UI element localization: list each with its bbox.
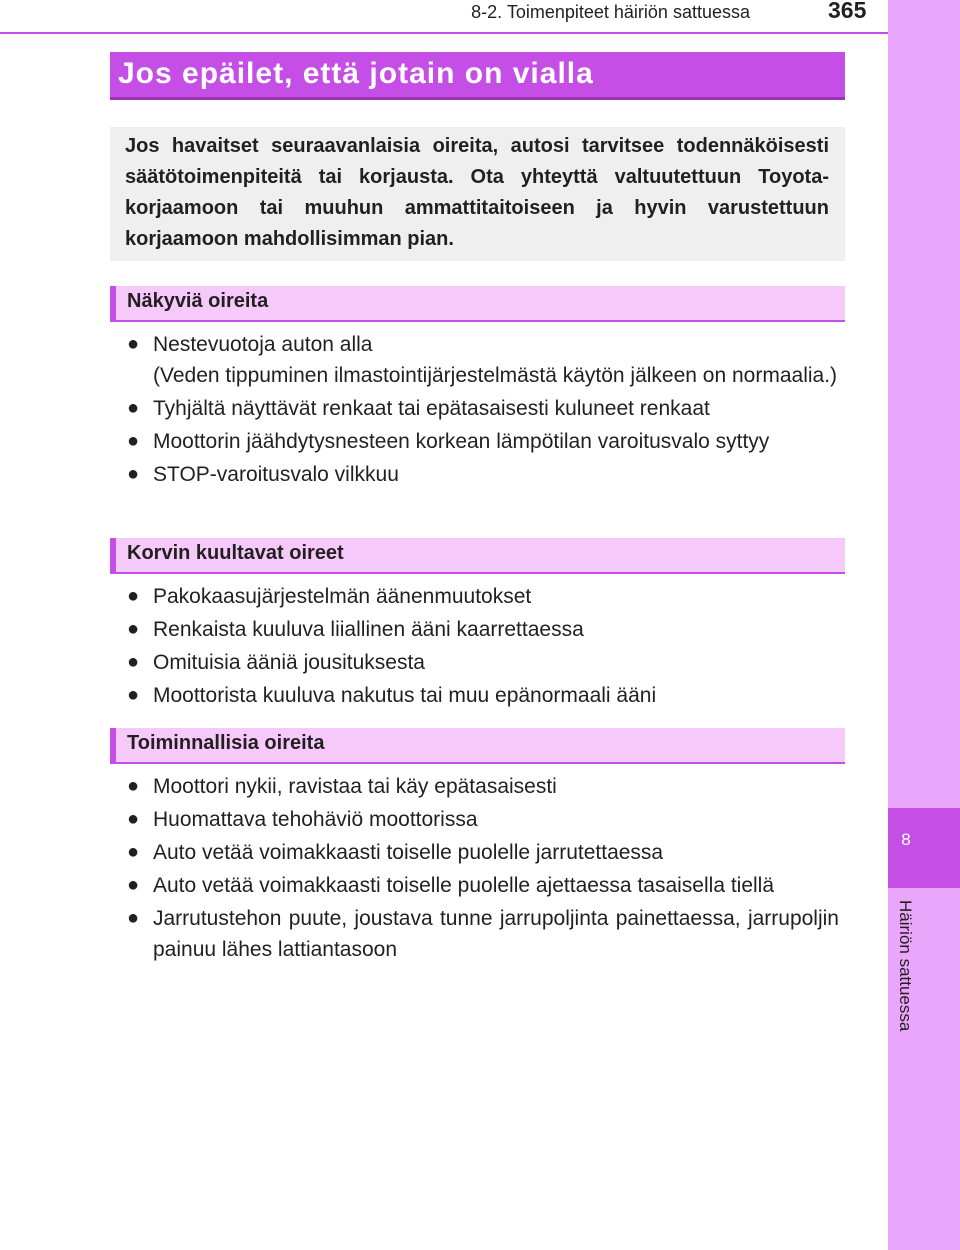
bullet-icon: ● bbox=[127, 841, 140, 863]
page-number: 365 bbox=[828, 0, 867, 23]
list-item bbox=[127, 329, 839, 391]
list-item bbox=[127, 426, 839, 457]
section-header-audible-symptoms bbox=[110, 538, 845, 574]
list-item-text: Moottorin jäähdytysnesteen korkean lämpötilan varoitusvalo syttyy bbox=[153, 430, 770, 453]
list-item bbox=[127, 870, 839, 901]
list-item-text: Moottorista kuuluva nakutus tai muu epänormaali ääni bbox=[153, 684, 657, 707]
list-item-text: Auto vetää voimakkaasti toiselle puolelle jarrutettaessa bbox=[153, 841, 664, 864]
list-item bbox=[127, 837, 839, 868]
intro-box bbox=[110, 127, 845, 261]
section-title: Korvin kuultavat oireet bbox=[127, 542, 344, 564]
bullet-icon: ● bbox=[127, 684, 140, 706]
bullet-icon: ● bbox=[127, 618, 140, 640]
bullet-list-functional-symptoms bbox=[127, 771, 839, 967]
bullet-icon: ● bbox=[127, 585, 140, 607]
list-item-text: Huomattava tehohäviö moottorissa bbox=[153, 808, 478, 831]
bullet-icon: ● bbox=[127, 333, 140, 355]
chapter-label: Häiriön sattuessa bbox=[896, 900, 915, 1032]
list-item-text: Jarrutustehon puute, joustava tunne jarrupoljinta painettaessa, jarrupoljin painuu lähes lattiantasoon bbox=[153, 907, 839, 961]
list-item-text: Omituisia ääniä jousituksesta bbox=[153, 651, 425, 674]
list-item bbox=[127, 459, 839, 490]
chapter-thumb-tab bbox=[888, 0, 960, 1250]
running-header: 8-2. Toimenpiteet häiriön sattuessa bbox=[471, 2, 750, 22]
bullet-icon: ● bbox=[127, 463, 140, 485]
list-item-text: Auto vetää voimakkaasti toiselle puolelle ajettaessa tasaisella tiellä bbox=[153, 874, 775, 897]
list-item-text: STOP-varoitusvalo vilkkuu bbox=[153, 463, 399, 486]
bullet-list-visible-symptoms bbox=[127, 329, 839, 492]
chapter-number: 8 bbox=[901, 830, 911, 849]
page-title: Jos epäilet, että jotain on vialla bbox=[118, 57, 594, 90]
list-item bbox=[127, 393, 839, 424]
bullet-icon: ● bbox=[127, 651, 140, 673]
list-item-text: Tyhjältä näyttävät renkaat tai epätasaisesti kuluneet renkaat bbox=[153, 397, 710, 420]
bullet-icon: ● bbox=[127, 775, 140, 797]
list-item-text: Moottori nykii, ravistaa tai käy epätasaisesti bbox=[153, 775, 557, 798]
list-item-text: Renkaista kuuluva liiallinen ääni kaarrettaessa bbox=[153, 618, 584, 641]
bullet-icon: ● bbox=[127, 808, 140, 830]
list-item bbox=[127, 614, 839, 645]
list-item bbox=[127, 647, 839, 678]
section-title: Näkyviä oireita bbox=[127, 290, 269, 312]
bullet-icon: ● bbox=[127, 430, 140, 452]
section-header-visible-symptoms bbox=[110, 286, 845, 322]
list-item bbox=[127, 771, 839, 802]
list-item bbox=[127, 581, 839, 612]
bullet-list-audible-symptoms bbox=[127, 581, 839, 713]
section-title: Toiminnallisia oireita bbox=[127, 732, 325, 754]
section-header-functional-symptoms bbox=[110, 728, 845, 764]
list-item bbox=[127, 680, 839, 711]
list-item-note: (Veden tippuminen ilmastointijärjestelmästä käytön jälkeen on normaalia.) bbox=[153, 364, 838, 387]
bullet-icon: ● bbox=[127, 874, 140, 896]
bullet-icon: ● bbox=[127, 907, 140, 929]
header-rule bbox=[0, 32, 888, 34]
list-item-text: Pakokaasujärjestelmän äänenmuutokset bbox=[153, 585, 532, 608]
bullet-icon: ● bbox=[127, 397, 140, 419]
list-item bbox=[127, 903, 839, 965]
title-banner bbox=[110, 52, 845, 100]
list-item-text: Nestevuotoja auton alla bbox=[153, 333, 373, 356]
intro-text: Jos havaitset seuraavanlaisia oireita, autosi tarvitsee todennäköisesti säätötoimenpiteitä tai korjausta. Ota yhteyttä valtuutettuun Toyota-korjaamoon tai muuhun ammattitaitoiseen ja hyvin varustettuun korjaamoon mahdollisimman pian. bbox=[125, 135, 829, 250]
list-item bbox=[127, 804, 839, 835]
